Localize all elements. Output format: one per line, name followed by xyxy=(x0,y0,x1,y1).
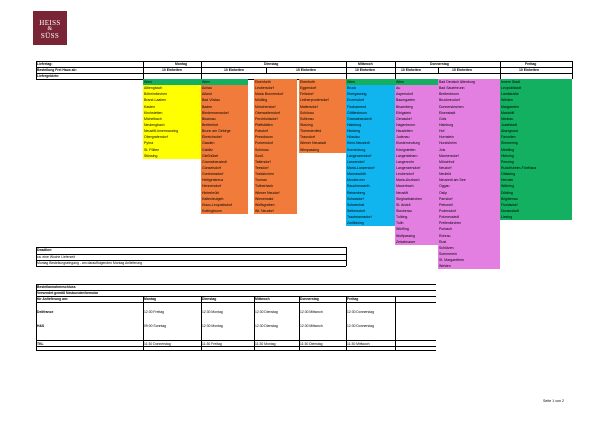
list-item: Zeiselmauer xyxy=(396,239,416,244)
list-item: Neustift-Innermanzing xyxy=(144,129,179,134)
list-item: Gramatneusiedl xyxy=(202,159,227,164)
list-item: Breitenfurt xyxy=(202,122,219,127)
list-item: Tullnerbach xyxy=(255,184,274,189)
list-item: Neudorf xyxy=(439,165,452,170)
units-dienstag-a: 10 Einheiten xyxy=(224,67,244,72)
list-item: Neulengbach xyxy=(144,122,165,127)
list-item: Teesdorf xyxy=(255,165,269,170)
list-item: Kaltenleutgeb xyxy=(202,196,224,201)
list-item: Enzersdorf xyxy=(347,98,364,103)
list-item: Langenlebarn xyxy=(396,153,418,158)
list-item: Himberg xyxy=(347,129,361,134)
list-item: Königstetten xyxy=(396,147,416,152)
list-item: Sooß xyxy=(255,153,264,158)
column-freitag xyxy=(500,79,572,220)
units-donnerstag-a: 10 Einheiten xyxy=(401,67,421,72)
list-item: Klosterneuburg xyxy=(396,141,420,146)
list-item: Rudolfsheim-Fünfhaus xyxy=(501,165,537,170)
hs-dienstag: 12:30 Montag xyxy=(202,324,223,328)
column-dienstag-a xyxy=(201,79,248,214)
list-item: Penzing xyxy=(501,159,514,164)
units-donnerstag-b: 15 Einheiten xyxy=(452,67,472,72)
list-item: Eisenfurth xyxy=(255,80,271,84)
list-item: Döbling xyxy=(501,190,513,195)
list-item: Pyhra xyxy=(144,141,154,146)
row-label-delifrance: Delifrance xyxy=(37,310,54,314)
list-item: Wimpassing xyxy=(300,147,320,152)
list-item: Mannswörth xyxy=(347,172,367,177)
delifrance-dienstag: 12:30 Montag xyxy=(202,310,223,314)
list-item: Podersdorf xyxy=(439,208,457,213)
list-item: Rauchenwarth xyxy=(347,184,370,189)
delifrance-freitag: 12:30 Donnerstag xyxy=(347,310,374,314)
hs-donnerstag: 12:30 Mittwoch xyxy=(300,324,323,328)
list-item: St. Margarethen xyxy=(439,258,465,263)
list-item: Maria-Lanzendorf xyxy=(347,165,375,170)
list-item: Gablitz xyxy=(202,147,213,152)
list-item: Landstraße xyxy=(501,92,519,97)
list-item: Mattersdorf xyxy=(300,104,318,109)
montag-bestell-text: Montag Bestellungseingang - am darauffolgenden Montag Anlieferung xyxy=(37,261,143,265)
tkl-mittwoch: 11:30 Montag xyxy=(255,342,276,346)
day-montag: Montag xyxy=(175,61,188,66)
list-item: Au xyxy=(396,86,401,91)
list-item: Hietzing xyxy=(501,153,514,158)
hs-montag: 09:00 Sonntag xyxy=(144,324,167,328)
list-item: Würfling xyxy=(396,227,409,232)
delifrance-donnerstag: 12:30 Mittwoch xyxy=(300,310,323,314)
list-item: Schönau xyxy=(255,147,269,152)
units-montag: 10 Einheiten xyxy=(162,67,182,72)
list-item: Fischamend xyxy=(347,104,367,109)
list-item: Gießhübel xyxy=(202,153,219,158)
units-freitag: 10 Einheiten xyxy=(519,67,539,72)
list-item: Münchendorf xyxy=(255,104,276,109)
list-item: Alsergrund xyxy=(501,129,518,134)
list-item: Währing xyxy=(501,184,515,189)
list-item: Hausleiten xyxy=(396,129,413,134)
list-item: Simmering xyxy=(501,141,518,146)
list-item: Hennersdorf xyxy=(202,184,222,189)
lower-day-mittwoch: Mittwoch xyxy=(255,297,270,301)
list-item: Wiener Neustadt xyxy=(300,141,327,146)
list-item: Klaus-Leopoldsdorf xyxy=(202,202,233,207)
column-donnerstag-a xyxy=(395,79,438,245)
list-item: Theresienfeld xyxy=(300,129,322,134)
list-item: Ottakring xyxy=(501,172,516,177)
list-item: Schützen xyxy=(439,245,454,250)
list-item: Wien xyxy=(395,79,438,85)
column-dienstag-c xyxy=(299,79,346,153)
list-item: Sommerein xyxy=(439,251,457,256)
tkl-freitag: 11:30 Mittwoch xyxy=(347,342,370,346)
heiss-suess-logo: HEISS & SÜSS xyxy=(33,11,67,45)
day-freitag: Freitag xyxy=(525,61,537,66)
list-item: Kottingbrunn xyxy=(202,208,222,213)
list-item: Alland xyxy=(202,92,212,97)
liefergebiete-label: Liefergebiete: xyxy=(37,73,60,78)
list-item: Sollenau xyxy=(300,116,314,121)
list-item: Neubau xyxy=(501,116,514,121)
list-item: Aspersdorf xyxy=(396,92,413,97)
list-item: Bad Deutsch Altenburg xyxy=(439,80,475,84)
list-item: Josefstadt xyxy=(501,122,517,127)
list-item: Altlengbach xyxy=(144,86,163,91)
row-label-tkl: TKL xyxy=(37,342,44,346)
list-item: Hernals xyxy=(501,178,514,183)
tkl-montag: 11:30 Donnerstag xyxy=(144,342,171,346)
ca-woche-text: ca. eine Woche Lieferzeit xyxy=(37,255,76,259)
list-item: Hainburg xyxy=(347,122,362,127)
list-item: Rohrau xyxy=(439,233,451,238)
list-item: Pfaffstätten xyxy=(255,122,273,127)
units-dienstag-b: 15 Einheiten xyxy=(296,67,316,72)
list-item: Bruck xyxy=(347,86,356,91)
list-item: Stotzing xyxy=(300,122,313,127)
list-item: Parndorf xyxy=(439,196,453,201)
bestellung-label: Bestellung Frei Haus ab: xyxy=(37,67,77,72)
list-item: Kasten xyxy=(144,104,155,109)
list-item: Oslip xyxy=(439,190,447,195)
list-item: Perchtoldsdorf xyxy=(255,116,278,121)
list-item: Bad Sauerbrunn xyxy=(439,86,465,91)
list-item: Michelbach xyxy=(144,116,162,121)
column-dienstag-b xyxy=(254,79,297,214)
list-item: Stössing xyxy=(144,153,158,158)
lower-day-montag: Montag xyxy=(144,297,157,301)
list-item: Leobersdorf xyxy=(255,86,274,91)
list-item: Neustift xyxy=(396,190,408,195)
list-item: Jois xyxy=(439,147,446,152)
list-item: Donnerskirchen xyxy=(439,104,464,109)
list-item: Tulbing xyxy=(396,215,408,220)
list-item: Prellenkirchen xyxy=(439,221,462,226)
list-item: Göttlesbrunn xyxy=(347,110,368,115)
list-item: Hundsheim xyxy=(439,141,457,146)
day-mittwoch: Mittwoch xyxy=(358,61,373,66)
list-item: Ebreichsdorf xyxy=(202,135,222,140)
list-item: Guntramsdorf xyxy=(202,172,224,177)
list-item: Tulln xyxy=(396,221,404,226)
list-item: Ebergassing xyxy=(347,92,367,97)
list-item: Bad Vöslau xyxy=(202,98,220,103)
delifrance-montag: 12:30 Freitag xyxy=(144,310,164,314)
list-item: Margareten xyxy=(501,104,519,109)
list-item: Rust xyxy=(439,239,447,244)
list-item: Gaaden xyxy=(202,141,215,146)
list-item: Obergrafendorf xyxy=(144,135,168,140)
list-item: Mödling xyxy=(255,98,268,103)
list-item: Günselsdorf xyxy=(202,165,221,170)
list-item: Favoriten xyxy=(501,135,516,140)
list-item: Böheimkirchen xyxy=(144,92,168,97)
list-item: Gerasdorf xyxy=(396,116,412,121)
list-item: Maria-Anzbach xyxy=(396,178,420,183)
list-item: Brunn am Gebirge xyxy=(202,129,231,134)
list-item: Gols xyxy=(439,116,447,121)
list-item: Baden xyxy=(202,104,213,109)
lower-day-freitag: Freitag xyxy=(347,297,359,301)
list-item: Eibigstein xyxy=(396,110,412,115)
list-item: Schönau xyxy=(300,110,314,115)
list-item: Gramatneusiedl xyxy=(347,116,372,121)
list-item: St. Andrä xyxy=(396,202,411,207)
bestellannahmeschluss-label: Bestellannahmeschluss xyxy=(37,285,76,289)
list-item: Wien xyxy=(143,79,201,85)
list-item: Baumgarten xyxy=(396,98,416,103)
list-item: Oberwaltersdorf xyxy=(255,110,280,115)
tkl-dienstag: 11:30 Freitag xyxy=(202,342,222,346)
list-item: Breitenbrunn xyxy=(439,92,460,97)
delifrance-mittwoch: 12:30 Dienstag xyxy=(255,310,278,314)
versendet-label: Versendet gemäß Neukundenformular xyxy=(37,291,99,295)
list-item: Schwechat xyxy=(347,202,365,207)
row-label-hs: H&S xyxy=(37,324,45,328)
list-item: Wr. Neudorf xyxy=(255,208,274,213)
list-item: Mauerbach xyxy=(396,184,414,189)
list-item: Biedermannsdorf xyxy=(202,110,229,115)
list-item: Achau xyxy=(202,86,212,91)
list-item: Sieghartskirchen xyxy=(396,196,423,201)
list-item: Bisamau xyxy=(202,116,216,121)
list-item: Korneuburg xyxy=(347,147,366,152)
list-item: Wienerwald xyxy=(255,196,274,201)
list-item: Zwölfaxing xyxy=(347,221,364,226)
list-item: Hösslau xyxy=(347,135,360,140)
list-item: Neufeld xyxy=(439,172,452,177)
list-item: Pressbaum xyxy=(255,135,273,140)
list-item: Wolfsgraben xyxy=(255,202,275,207)
list-item: Donaustadt xyxy=(501,208,519,213)
list-item: Leobendorf xyxy=(396,172,414,177)
lower-day-donnerstag: Donnerstag xyxy=(300,297,319,301)
list-item: Trausdorf xyxy=(300,135,315,140)
hs-freitag: 12:30 Donnerstag xyxy=(347,324,374,328)
list-item: Reisenberg xyxy=(347,190,365,195)
list-item: Meidling xyxy=(501,147,515,152)
list-item: Klein-Neusiedl xyxy=(347,141,370,146)
list-item: Maria Brunnerdorf xyxy=(255,92,284,97)
tkl-donnerstag: 11:30 Dienstag xyxy=(300,342,323,346)
list-item: Langenzersdorf xyxy=(347,153,372,158)
list-item: Seibersdorf xyxy=(347,208,365,213)
column-montag xyxy=(143,79,201,159)
units-mittwoch: 10 Einheiten xyxy=(355,67,375,72)
day-dienstag: Dienstag xyxy=(264,61,279,66)
deadline-label: Deadline: xyxy=(37,248,53,252)
list-item: Traiskirchen xyxy=(255,172,274,177)
hs-mittwoch: 12:30 Dienstag xyxy=(255,324,278,328)
list-item: Potzneusiedl xyxy=(439,215,460,220)
list-item: Wolfpassing xyxy=(396,233,416,238)
list-item: St. Pölten xyxy=(144,147,160,152)
list-item: Heiligenkreuz xyxy=(202,178,224,183)
list-item: Felixdorf xyxy=(300,92,314,97)
page-number: Seite 1 von 2 xyxy=(543,399,564,403)
list-item: Leopoldstadt xyxy=(501,86,522,91)
day-donnerstag: Donnerstag xyxy=(430,61,449,66)
list-item: Hinterbrühl xyxy=(202,190,220,195)
list-item: Wiener Neudorf xyxy=(255,190,280,195)
list-item: Mönchhof xyxy=(439,159,455,164)
list-item: Neusiedl am See xyxy=(439,178,466,183)
list-item: Wien xyxy=(201,79,248,85)
list-item: Langenrohr xyxy=(396,159,414,164)
list-item: Innere Stadt xyxy=(500,79,572,85)
list-item: Mannersdorf xyxy=(439,153,459,158)
list-item: Brand-Laaben xyxy=(144,98,167,103)
list-item: Judenau xyxy=(396,135,410,140)
list-item: Purkersdorf xyxy=(255,141,274,146)
list-item: Weiden xyxy=(439,264,451,269)
list-item: Petronell xyxy=(439,202,453,207)
column-mittwoch xyxy=(346,79,395,226)
list-item: Hornstein xyxy=(439,135,454,140)
liefertag-label: Liefertag: xyxy=(37,61,53,66)
list-item: Hagenbrunn xyxy=(396,122,416,127)
fuer-anlieferung-label: für Anlieferung am: xyxy=(37,297,69,301)
list-item: Schwadorf xyxy=(347,196,364,201)
list-item: Stockerau xyxy=(396,208,412,213)
list-item: Wien xyxy=(346,79,395,85)
list-item: Bruckneudorf xyxy=(439,98,460,103)
list-item: Trautmannsdorf xyxy=(347,215,372,220)
list-item: Moosbrunn xyxy=(347,178,365,183)
list-item: Potsdorf xyxy=(255,129,269,134)
list-item: Eisenstadt xyxy=(439,110,456,115)
list-item: Trumau xyxy=(255,178,267,183)
list-item: Langenzersdorf xyxy=(396,165,421,170)
list-item: Purbach xyxy=(439,227,453,232)
list-item: Hof xyxy=(439,129,445,134)
list-item: Ebenfurth xyxy=(300,80,316,84)
list-item: Mariahilf xyxy=(501,110,515,115)
list-item: Hainburg xyxy=(439,122,454,127)
list-item: Liesing xyxy=(501,215,513,220)
list-item: Kirchstetten xyxy=(144,110,163,115)
list-item: Eggendorf xyxy=(300,86,317,91)
list-item: Tattendorf xyxy=(255,159,271,164)
list-item: Floridsdorf xyxy=(501,202,518,207)
list-item: Lanzendorf xyxy=(347,159,365,164)
column-donnerstag-b xyxy=(438,79,500,269)
list-item: Oggau xyxy=(439,184,450,189)
list-item: Bisamberg xyxy=(396,104,413,109)
list-item: Wieden xyxy=(501,98,513,103)
lower-day-dienstag: Dienstag xyxy=(202,297,217,301)
list-item: Leitnerprodersdorf xyxy=(300,98,329,103)
list-item: Brigittenau xyxy=(501,196,518,201)
